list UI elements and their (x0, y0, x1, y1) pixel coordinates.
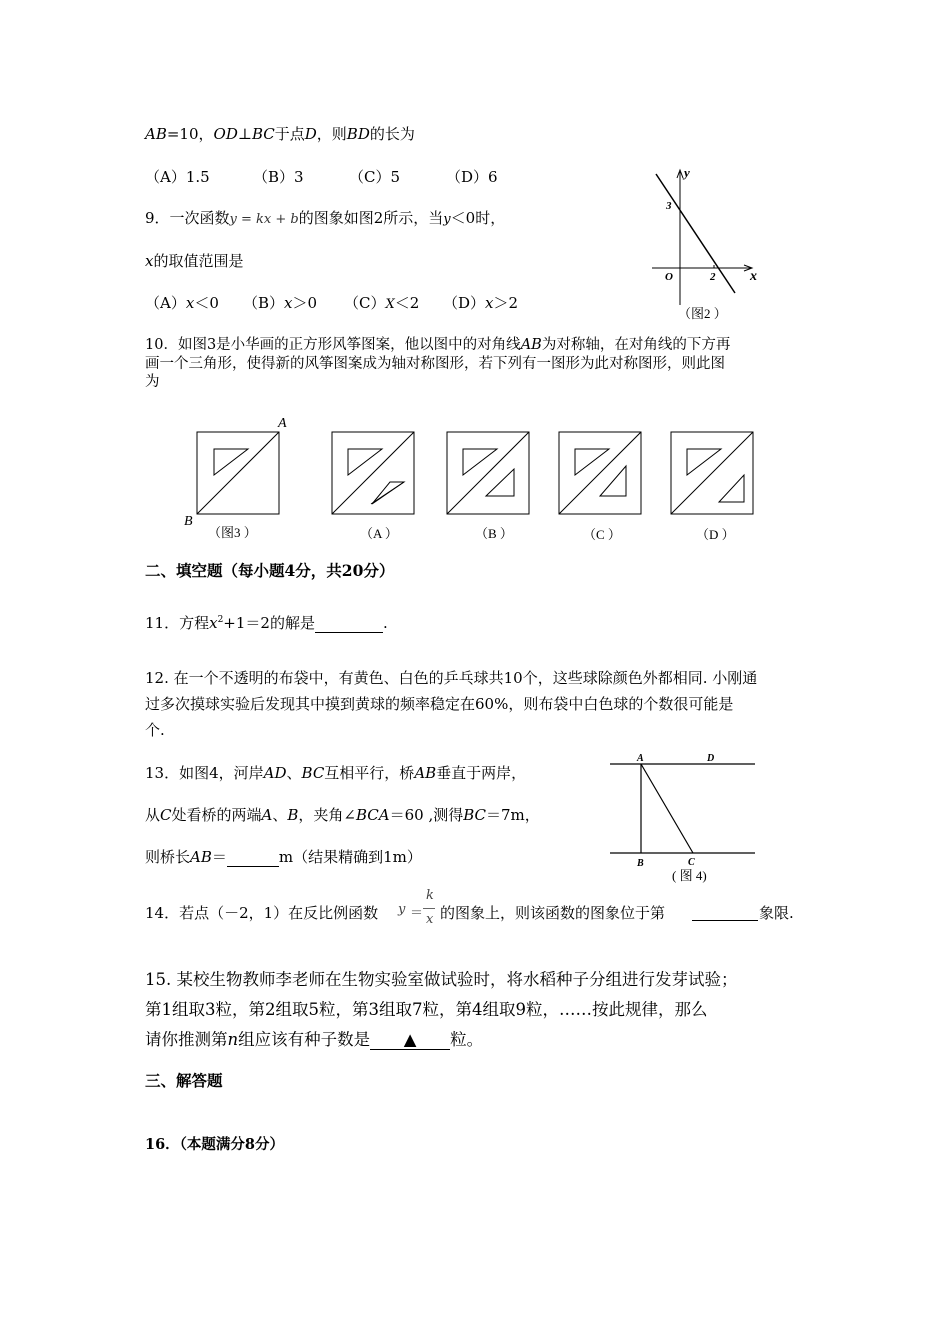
q14-text-c: 象限. (759, 904, 794, 922)
q8-text: ，则 (316, 125, 347, 143)
q14-text-a: 14．若点（－2，1）在反比例函数 (145, 904, 379, 922)
q11-end: . (382, 614, 388, 632)
figure-3 (184, 416, 287, 540)
q14-text-b: 的图象上，则该函数的图象位于第 (440, 904, 666, 922)
figure-2-graph (640, 160, 770, 330)
q15-line1: 15. 某校生物教师李老师在生物实验室做试验时，将水稻种子分组进行发芽试验； (145, 970, 738, 989)
q12-line1: 12. 在一个不透明的布袋中，有黄色、白色的乒乓球共10个，这些球除颜色外都相同. 小刚通 (145, 669, 758, 687)
q9-option-d: （D）x＞2 (443, 294, 519, 312)
label-a: A (278, 416, 287, 431)
kite-figures (170, 405, 780, 550)
q12-line2: 过多次摸球实验后发现其中摸到黄球的频率稳定在60%，则布袋中白色球的个数很可能是 (145, 695, 734, 713)
q11-answer-blank (315, 614, 383, 633)
q8-ab: AB (145, 125, 167, 143)
q8-bc: BC (251, 125, 275, 143)
q9-cond-var: y (443, 212, 451, 227)
q9-line1 (145, 207, 505, 228)
q11-var: x (209, 614, 218, 632)
q12-line3: 个. (145, 721, 165, 739)
option-c-figure (559, 432, 641, 542)
q14-x: x (426, 912, 434, 927)
figure-4-river (600, 745, 765, 890)
sightline-ac (641, 764, 693, 853)
q14-y: y (398, 902, 406, 917)
figure-2-caption: （图2 ） (678, 306, 727, 321)
q8-text: 于点 (274, 125, 305, 143)
section-3-heading: 三、解答题 (145, 1071, 223, 1090)
q9-mid: 的图象如图2所示，当 (298, 209, 444, 227)
q11-rest: +1＝2的解是 (223, 614, 315, 632)
figure-4-caption: ( 图 4) (672, 868, 707, 883)
q8-od: OD (213, 125, 238, 143)
q9-line2-rest: 的取值范围是 (153, 252, 244, 270)
x-axis-label: x (750, 269, 757, 284)
q8-option-a: （A）1.5 (145, 168, 210, 186)
triangle-mark: ▲ (403, 1030, 417, 1049)
option-d-figure (671, 432, 753, 542)
q9-function: y = kx + b (229, 212, 299, 227)
q15-answer-blank (370, 1030, 450, 1050)
q13-answer-blank (227, 848, 279, 867)
option-a-figure (332, 432, 414, 541)
q8-option-b: （B）3 (253, 168, 304, 186)
q15-line3: 请你推测第n组应该有种子数是 ▲ 粒。 (145, 1030, 484, 1049)
q8-text: 的长为 (369, 125, 415, 143)
q13-line2: 从C处看桥的两端A、B，夹角∠BCA＝60 ,测得BC＝7m， (145, 806, 540, 824)
q14-eq: ＝ (410, 906, 424, 921)
y-intercept-label: 3 (666, 200, 672, 212)
point-c: C (688, 857, 695, 868)
q9-prefix: 9．一次函数 (145, 209, 230, 227)
point-a: A (637, 753, 644, 764)
q8-d: D (304, 125, 317, 143)
q14-fraction-bar (423, 908, 435, 909)
y-axis-label: y (684, 165, 690, 180)
q8-option-c: （C）5 (349, 168, 401, 186)
option-b-caption: （B ） (475, 526, 513, 541)
q8-text: =10， (166, 125, 214, 143)
option-b-figure (447, 432, 529, 541)
label-b: B (184, 514, 193, 529)
q14-k: k (426, 888, 434, 903)
q8-bd: BD (346, 125, 370, 143)
x-intercept-label: 2 (710, 271, 716, 283)
q10-line1 (145, 333, 730, 354)
q13-line3: 则桥长AB＝ m（结果精确到1m） (145, 848, 422, 866)
q11 (145, 612, 388, 633)
q10-line2: 画一个三角形，使得新的风筝图案成为轴对称图形，若下列有一图形为此对称图形，则此图 (145, 356, 725, 372)
q16-heading: 16．（本题满分8分） (145, 1136, 285, 1153)
option-d-caption: （D ） (696, 527, 735, 542)
q9-x: x (145, 252, 154, 270)
option-c-caption: （C ） (583, 527, 621, 542)
origin-label: O (665, 271, 673, 283)
q9-option-c: （C）X＜2 (344, 294, 420, 312)
q8-perp: ⊥ (237, 125, 252, 143)
point-d: D (707, 753, 715, 764)
q11-exponent: 2 (217, 615, 224, 625)
q13-line1: 13．如图4，河岸AD、BC互相平行，桥AB垂直于两岸， (145, 764, 527, 782)
q15-line2: 第1组取3粒，第2组取5粒，第3组取7粒，第4组取9粒，……按此规律，那么 (145, 1000, 708, 1019)
option-a-caption: （A ） (360, 526, 398, 541)
q9-option-b: （B）x＞0 (243, 294, 318, 312)
q8-option-d: （D）6 (446, 168, 498, 186)
q10-text: 为对称轴，在对角线的下方再 (541, 337, 731, 353)
figure-3-caption: （图3 ） (208, 525, 257, 540)
point-b: B (637, 858, 644, 869)
q9-cond-rest: ＜0时， (450, 209, 506, 227)
q8-line (145, 123, 415, 144)
q9-line2 (145, 250, 243, 271)
q14-answer-blank (692, 902, 758, 921)
q10-line3: 为 (145, 374, 160, 390)
q10-ab: AB (520, 337, 542, 353)
q10-text: 10．如图3是小华画的正方形风筝图案，他以图中的对角线 (145, 337, 521, 353)
section-2-heading: 二、填空题（每小题4分，共20分） (145, 561, 395, 580)
q11-prefix: 11．方程 (145, 614, 210, 632)
q9-option-a: （A）x＜0 (145, 294, 219, 312)
